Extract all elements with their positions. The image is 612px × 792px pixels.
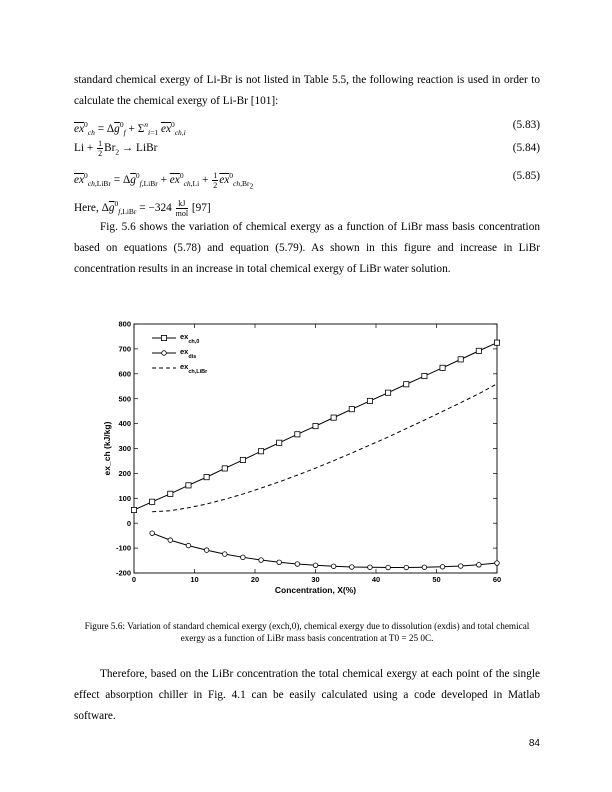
x-tick-label: 50 (432, 575, 441, 584)
series-point-circle (204, 548, 209, 553)
equation-5-85: $\overline{ex}^0_{ch,LiBr} = \Delta\overline{g}^0_{f,LiBr} + \overline{ex}^0_{ch,Li}$ + $\frac{1}{2}$ $\overline{ex}^0_{ch,Br_2}$ (5.85) (74, 166, 540, 186)
legend-marker-square (161, 335, 166, 340)
exergy-chart (100, 318, 510, 608)
series-point-circle (331, 564, 336, 569)
y-axis-label: ex_ch (kJ/kg) (102, 421, 112, 476)
series-point-circle (313, 563, 318, 568)
y-tick-label: 300 (118, 444, 131, 454)
x-tick-label: 20 (250, 575, 260, 584)
plot-frame (134, 324, 497, 573)
y-tick-label: 0 (126, 518, 131, 528)
legend-label-0: $ex_{ch,0}$ (180, 332, 200, 345)
series-point-circle (277, 560, 282, 565)
series-point-square (258, 449, 263, 454)
unit-bottom: mol (175, 208, 189, 218)
y-tick-label: 700 (118, 344, 131, 354)
series-point-square (168, 491, 173, 496)
series-point-square (440, 365, 445, 370)
series-point-circle (422, 565, 427, 570)
x-tick-label: 40 (371, 575, 381, 584)
unit-top: kJ (176, 199, 188, 209)
here-prefix: Here, (74, 201, 102, 214)
here-value: = −324 (139, 201, 172, 214)
series-point-square (277, 440, 282, 445)
series-point-circle (495, 561, 500, 566)
series-point-circle (241, 555, 246, 560)
equation-5-84: Li + $\frac{1}{2}$ $Br_2$ → LiBr (5.84) (74, 138, 540, 158)
series-point-square (476, 348, 481, 353)
legend-marker-circle (162, 351, 167, 356)
series-point-square (331, 415, 336, 420)
paragraph-fig-description: Fig. 5.6 shows the variation of chemical exergy as a function of LiBr mass basis concentration based on equations (5.78) and equation (5.79). As shown in this figure and increase in LiBr concentration results in an increase in total chemical exergy of LiBr water solution. (74, 221, 540, 275)
series-point-square (313, 423, 318, 428)
series-point-square (422, 373, 427, 378)
series-point-square (131, 507, 136, 512)
series-point-circle (386, 565, 391, 570)
series-point-circle (477, 562, 482, 567)
series-point-square (204, 475, 209, 480)
y-tick-label: 200 (118, 469, 131, 478)
paragraph-intro: standard chemical exergy of Li-Br is not listed in Table 5.5, the following reaction is used in order to calculate the chemical exergy of Li-Br [101]: (74, 74, 540, 107)
series-point-circle (458, 564, 463, 569)
series-line-2 (152, 384, 497, 512)
series-point-square (295, 432, 300, 437)
figure-caption (74, 620, 540, 644)
legend-label-1: $ex_{dis}$ (180, 347, 197, 360)
legend-label-2: $ex_{ch,LiBr}$ (180, 362, 208, 375)
series-point-square (404, 382, 409, 387)
y-tick-label: -100 (115, 543, 131, 553)
series-point-circle (222, 552, 227, 557)
x-tick-label: 30 (311, 575, 320, 584)
here-ref: [97] (191, 201, 211, 214)
series-point-square (240, 457, 245, 462)
series-point-square (349, 407, 354, 412)
page-number: 84 (528, 738, 540, 749)
series-point-circle (368, 565, 373, 570)
equation-number: (5.84) (512, 142, 540, 154)
series-point-circle (404, 565, 409, 570)
series-point-circle (259, 558, 264, 563)
series-point-square (494, 340, 499, 345)
y-tick-label: 600 (118, 369, 131, 379)
series-point-circle (440, 564, 445, 569)
y-tick-label: -200 (115, 568, 131, 578)
series-point-circle (168, 538, 173, 543)
here-line: Here, $\Delta\overline{g}^0_{f,LiBr} = -324$ $\frac{kJ}{\text{mol}}$ [97] (74, 198, 211, 218)
equation-5-83: $\overline{ex}^0_{ch} = \Delta\overline{g}^0_f + \Sigma^n_{i=1}$ $\overline{ex}^0_{ch,i}$ (5.83) (74, 115, 540, 135)
equation-number: (5.85) (512, 170, 540, 182)
series-point-circle (350, 565, 355, 570)
series-point-square (222, 466, 227, 471)
y-tick-label: 800 (118, 319, 131, 329)
caption-text: Figure 5.6: Variation of standard chemical exergy (exch,0), chemical exergy due to dissolution (exdis) and total chemical exergy as a function of LiBr mass basis concentration at T0 = 25 0C. (84, 621, 530, 643)
series-point-circle (186, 543, 191, 548)
series-line-1 (152, 533, 497, 567)
y-tick-label: 100 (118, 493, 131, 503)
series-point-square (367, 398, 372, 403)
y-tick-label: 500 (118, 394, 131, 404)
series-point-square (458, 357, 463, 362)
x-tick-label: 60 (492, 575, 502, 584)
series-point-circle (150, 531, 155, 536)
series-point-square (186, 483, 191, 488)
x-tick-label: 0 (131, 575, 137, 584)
equation-number: (5.83) (512, 119, 540, 131)
y-tick-label: 400 (118, 419, 131, 429)
x-tick-label: 10 (190, 575, 199, 584)
series-point-square (386, 390, 391, 395)
series-point-square (150, 499, 155, 504)
series-point-circle (295, 562, 300, 567)
x-axis-label: Concentration, X(%) (274, 585, 357, 595)
paragraph-conclusion: Therefore, based on the LiBr concentration the total chemical exergy at each point of the single effect absorption chiller in Fig. 4.1 can be easily calculated using a code developed in Matlab software. (74, 668, 540, 722)
